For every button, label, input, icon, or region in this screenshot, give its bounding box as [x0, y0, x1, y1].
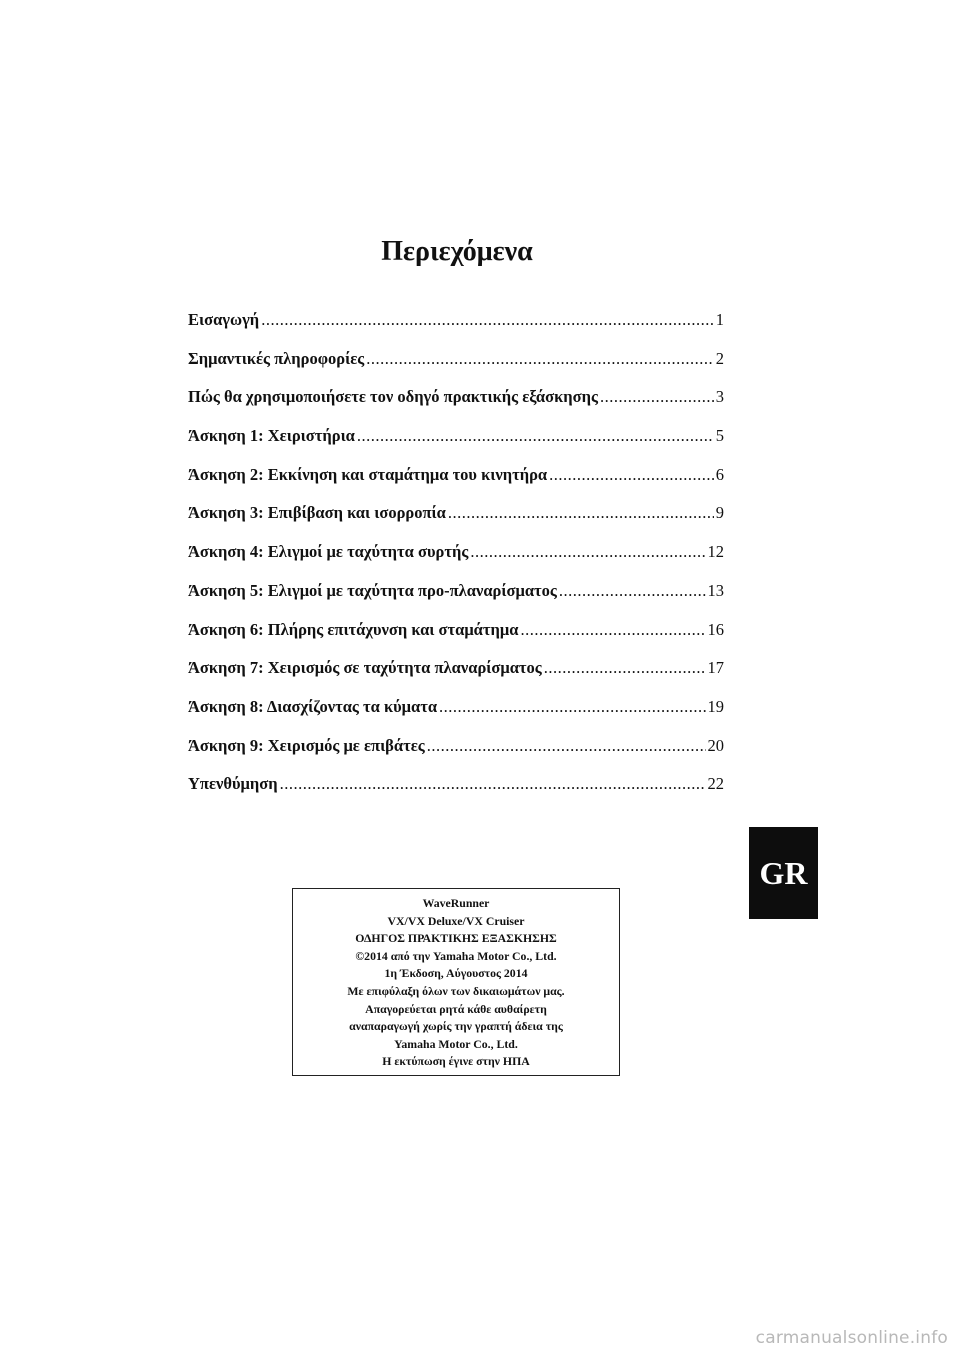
- imprint-line: Με επιφύλαξη όλων των δικαιωμάτων μας.: [347, 983, 565, 998]
- toc-entry-label: Άσκηση 6: Πλήρης επιτάχυνση και σταμάτημα: [188, 619, 519, 639]
- toc-entry[interactable]: [188, 774, 724, 813]
- toc-entry[interactable]: [188, 658, 724, 697]
- toc-entry-page: 12: [707, 542, 724, 562]
- toc-entry-page: 3: [715, 387, 724, 407]
- toc-entry-label: Άσκηση 2: Εκκίνηση και σταμάτημα του κινητήρα: [188, 464, 548, 484]
- imprint-line: Yamaha Motor Co., Ltd.: [394, 1036, 518, 1051]
- toc-entry-label: Άσκηση 1: Χειριστήρια: [188, 426, 355, 446]
- toc-leader-dots: [544, 658, 706, 678]
- imprint-box: [292, 888, 620, 1076]
- toc-entry-page: 20: [707, 735, 724, 755]
- toc-leader-dots: [600, 387, 714, 407]
- toc-leader-dots: [549, 465, 714, 485]
- toc-entry-page: 16: [707, 619, 724, 639]
- toc-leader-dots: [448, 503, 714, 523]
- imprint-line: VX/VX Deluxe/VX Cruiser: [387, 913, 525, 928]
- page-title: Περιεχόμενα: [381, 236, 533, 267]
- toc-entry[interactable]: [188, 697, 724, 736]
- toc-entry-label: Άσκηση 9: Χειρισμός με επιβάτες: [188, 735, 425, 755]
- toc-entry-page: 13: [707, 580, 724, 600]
- toc-entry[interactable]: [188, 581, 724, 620]
- toc-entry-label: Υπενθύμηση: [188, 774, 278, 794]
- toc-leader-dots: [520, 620, 705, 640]
- toc-entry-page: 5: [715, 426, 724, 446]
- toc-leader-dots: [470, 542, 705, 562]
- toc-entry-page: 1: [715, 310, 724, 329]
- toc-entry-page: 17: [707, 658, 724, 678]
- toc-entry-label: Άσκηση 4: Ελιγμοί με ταχύτητα συρτής: [188, 542, 469, 562]
- toc-entry[interactable]: [188, 387, 724, 426]
- toc-leader-dots: [439, 697, 705, 717]
- toc-leader-dots: [366, 349, 714, 369]
- toc-entry-label: Πώς θα χρησιμοποιήσετε τον οδηγό πρακτικής εξάσκησης: [188, 387, 598, 407]
- imprint-line: Η εκτύπωση έγινε στην ΗΠΑ: [382, 1054, 530, 1069]
- language-tab: GR: [749, 827, 818, 919]
- imprint-line: ©2014 από την Yamaha Motor Co., Ltd.: [355, 948, 557, 963]
- toc-entry[interactable]: [188, 503, 724, 542]
- toc-leader-dots: [357, 426, 714, 446]
- toc-leader-dots: [427, 736, 706, 756]
- toc-entry-page: 22: [707, 774, 724, 794]
- toc-leader-dots: [280, 774, 706, 794]
- toc-entry-label: Σημαντικές πληροφορίες: [188, 348, 365, 368]
- toc-entry-page: 9: [715, 503, 724, 523]
- toc-entry-page: 19: [707, 696, 724, 716]
- toc-entry[interactable]: [188, 736, 724, 775]
- toc-entry-label: Άσκηση 8: Διασχίζοντας τα κύματα: [188, 696, 438, 716]
- toc-entry[interactable]: [188, 310, 724, 349]
- toc-entry-label: Εισαγωγή: [188, 310, 260, 329]
- imprint-line: WaveRunner: [422, 896, 490, 910]
- imprint-line: αναπαραγωγή χωρίς την γραπτή άδεια της: [349, 1019, 563, 1034]
- toc-entry[interactable]: [188, 542, 724, 581]
- toc-leader-dots: [559, 581, 706, 601]
- toc-entry[interactable]: [188, 349, 724, 388]
- toc-entry-label: Άσκηση 5: Ελιγμοί με ταχύτητα προ-πλαναρίσματος: [188, 580, 557, 600]
- watermark-text: carmanualsonline.info: [755, 1328, 948, 1348]
- toc-entry[interactable]: [188, 465, 724, 504]
- toc-entry-page: 6: [715, 464, 724, 484]
- imprint-line: 1η Έκδοση, Αύγουστος 2014: [384, 966, 528, 981]
- table-of-contents: [188, 310, 724, 813]
- imprint-line: ΟΔΗΓΟΣ ΠΡΑΚΤΙΚΗΣ ΕΞΑΣΚΗΣΗΣ: [355, 931, 557, 946]
- toc-entry-page: 2: [715, 348, 724, 368]
- imprint-line: Απαγορεύεται ρητά κάθε αυθαίρετη: [365, 1001, 547, 1016]
- toc-entry-label: Άσκηση 7: Χειρισμός σε ταχύτητα πλαναρίσματος: [188, 658, 542, 678]
- toc-entry[interactable]: [188, 620, 724, 659]
- toc-entry[interactable]: [188, 426, 724, 465]
- toc-leader-dots: [261, 310, 714, 330]
- toc-entry-label: Άσκηση 3: Επιβίβαση και ισορροπία: [188, 503, 446, 523]
